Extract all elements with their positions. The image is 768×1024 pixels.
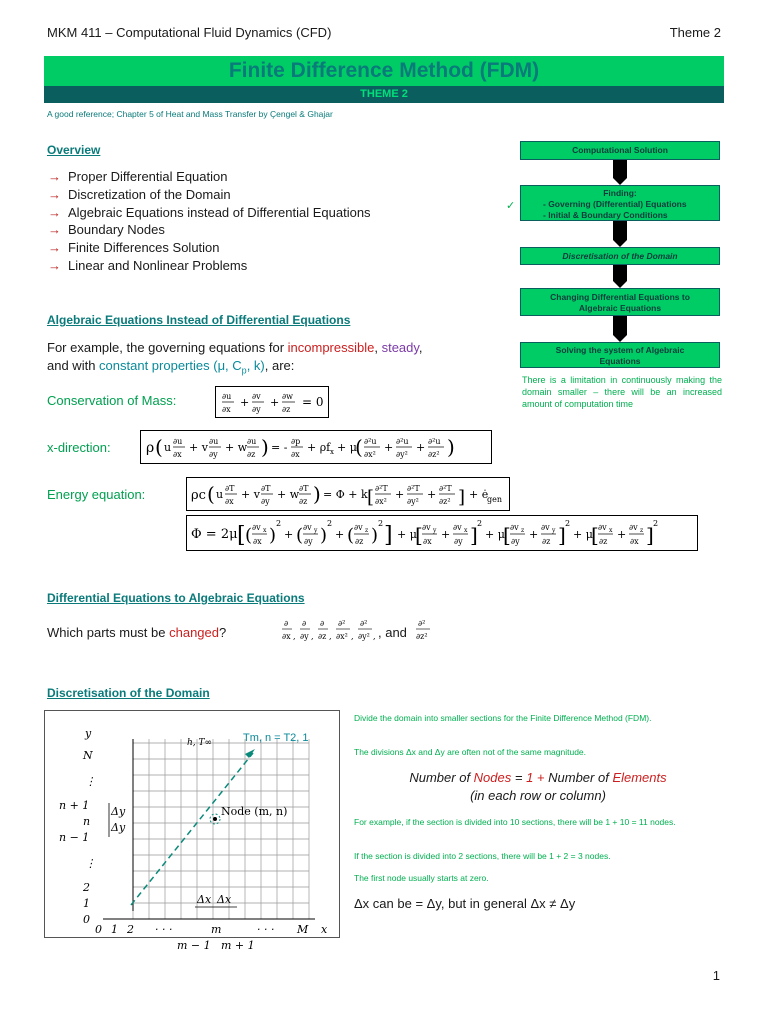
grid-label-0x: 0 <box>95 923 102 936</box>
svg-text:2: 2 <box>653 519 659 528</box>
nodes-formula-elements: Elements <box>612 770 667 785</box>
svg-text:∂z: ∂z <box>282 405 291 414</box>
grid-dots-h2: · · · <box>257 923 275 936</box>
svg-text:+ v: + v <box>241 488 260 501</box>
grid-label-N: N <box>83 749 93 762</box>
svg-text:∂y²: ∂y² <box>396 450 408 459</box>
svg-text:Φ = 2μ: Φ = 2μ <box>191 527 238 542</box>
svg-text:∂y²: ∂y² <box>358 632 370 641</box>
grid-label-dy: Δy <box>111 805 126 818</box>
svg-text:,: , <box>329 632 332 641</box>
svg-text:+: + <box>284 528 294 541</box>
svg-text:∂v: ∂v <box>510 523 519 532</box>
svg-text:ρ: ρ <box>146 440 155 456</box>
svg-text:,: , <box>351 632 354 641</box>
svg-text:∂²: ∂² <box>360 619 368 628</box>
svg-text:∂v: ∂v <box>252 523 261 532</box>
svg-text:+ μ: + μ <box>573 528 593 541</box>
svg-text:∂v: ∂v <box>541 523 550 532</box>
nodes-formula-note: (in each row or column) <box>470 788 606 803</box>
svg-text:∂x: ∂x <box>173 450 182 459</box>
svg-text:∂²u: ∂²u <box>428 437 441 446</box>
svg-text:+: + <box>441 528 451 541</box>
svg-text:∂²T: ∂²T <box>407 484 420 493</box>
alg-props: (μ, C <box>209 358 242 373</box>
svg-text:∂v: ∂v <box>629 523 638 532</box>
svg-text:+: + <box>395 488 405 501</box>
svg-text:): ) <box>447 435 455 459</box>
svg-text:∂v: ∂v <box>453 523 462 532</box>
svg-text:z: z <box>365 527 369 534</box>
check-icon: ✓ <box>506 200 516 212</box>
svg-text:∂y: ∂y <box>511 537 520 546</box>
disc-heading: Discretisation of the Domain <box>47 686 210 700</box>
diff-question <box>47 624 226 642</box>
disc-paragraph-3: For example, if the section is divided into 10 sections, there will be 1 + 10 = 11 nodes. <box>354 817 676 827</box>
nodes-formula-e: Number of <box>544 770 613 785</box>
grid-label-1: 1 <box>83 897 90 910</box>
flow-box-changing <box>520 288 720 316</box>
diff-question-text: Which parts must be <box>47 625 170 640</box>
svg-text:∂: ∂ <box>284 619 289 628</box>
svg-text:∂x: ∂x <box>423 537 432 546</box>
svg-text:,: , <box>373 632 376 641</box>
mass-label: Conservation of Mass: <box>47 393 177 408</box>
svg-text:+ w: + w <box>277 488 300 501</box>
svg-text:∂z: ∂z <box>599 537 608 546</box>
svg-text:2: 2 <box>327 519 333 528</box>
diff-changed: changed <box>169 625 219 640</box>
svg-text:∂x: ∂x <box>291 450 300 459</box>
svg-text:∂x²: ∂x² <box>336 632 348 641</box>
diff-question-mark: ? <box>219 625 227 640</box>
svg-text:= -: = - <box>271 441 288 454</box>
alg-constant-properties: constant properties <box>99 358 210 373</box>
svg-text:∂²T: ∂²T <box>375 484 388 493</box>
flow-arrow <box>613 316 627 342</box>
grid-label-node: Node (m, n) <box>221 805 288 818</box>
flow-box-discretisation: Discretisation of the Domain <box>520 247 720 265</box>
dissipation-equation <box>186 515 698 551</box>
svg-text:∂y: ∂y <box>209 450 218 459</box>
svg-text:∂z²: ∂z² <box>428 450 440 459</box>
svg-text:∂T: ∂T <box>261 484 271 493</box>
grid-label-2x: 2 <box>127 923 134 936</box>
svg-text:∂x²: ∂x² <box>364 450 376 459</box>
grid-y-axis-label: y <box>85 727 92 740</box>
flow-chart <box>520 141 720 371</box>
svg-text:+: + <box>335 528 345 541</box>
svg-text:(: ( <box>347 525 355 546</box>
svg-text:∂z²: ∂z² <box>439 497 451 506</box>
svg-text:∂z: ∂z <box>299 497 308 506</box>
svg-text:∂T: ∂T <box>225 484 235 493</box>
svg-text:): ) <box>371 525 379 546</box>
alg-incompressible: incompressible <box>287 340 375 355</box>
svg-text:∂v: ∂v <box>303 523 312 532</box>
page-title: Finite Difference Method (FDM) <box>44 56 724 86</box>
alg-intro-text: For example, the governing equations for <box>47 340 288 355</box>
svg-text:z: z <box>640 527 644 534</box>
flow-box-finding-line2: - Initial & Boundary Conditions <box>543 210 668 220</box>
svg-text:,: , <box>311 632 314 641</box>
grid-dots-h: · · · <box>155 923 173 936</box>
svg-text:∂x: ∂x <box>630 537 639 546</box>
svg-text:∂²: ∂² <box>338 619 346 628</box>
svg-text:2: 2 <box>276 519 282 528</box>
svg-text:∂u: ∂u <box>209 437 219 446</box>
alg-props-end: , k) <box>246 358 265 373</box>
grid-label-M: M <box>297 923 309 936</box>
disc-paragraph-5: The first node usually starts at zero. <box>354 873 489 883</box>
diff-and: , and <box>378 625 407 640</box>
flow-box-changing-line1: Changing Differential Equations to <box>550 292 690 302</box>
svg-text:): ) <box>313 482 321 506</box>
svg-text:): ) <box>269 525 277 546</box>
svg-text:(: ( <box>245 525 253 546</box>
svg-text:∂²u: ∂²u <box>396 437 409 446</box>
grid-label-dy2: Δy <box>111 821 126 834</box>
list-item: → Linear and Nonlinear Problems <box>48 257 371 275</box>
svg-text:2: 2 <box>565 519 571 528</box>
flow-box-finding-line1: - Governing (Differential) Equations <box>543 199 687 209</box>
limitation-note: There is a limitation in continuously making the domain smaller – there will be an increased amount of computation time <box>522 375 722 409</box>
grid-label-n-plus: n + 1 <box>59 799 90 812</box>
alg-steady: steady <box>381 340 419 355</box>
alg-intro <box>47 339 507 380</box>
svg-text:+: + <box>270 396 280 409</box>
svg-text:]: ] <box>384 523 393 548</box>
svg-text:∂x²: ∂x² <box>375 497 387 506</box>
svg-text:y: y <box>433 527 437 534</box>
energy-label: Energy equation: <box>47 487 146 502</box>
xdir-label: x-direction: <box>47 440 111 455</box>
svg-text:= Φ + k: = Φ + k <box>323 488 368 501</box>
flow-box-solving-line2: Equations <box>599 356 641 366</box>
svg-text:z: z <box>521 527 525 534</box>
flow-box-changing-line2: Algebraic Equations <box>578 303 662 313</box>
svg-text:[: [ <box>591 523 599 547</box>
disc-paragraph-2: The divisions Δx and Δy are often not of the same magnitude. <box>354 747 587 757</box>
alg-props-sub: p <box>241 365 247 376</box>
list-item: → Algebraic Equations instead of Differential Equations <box>48 204 371 222</box>
svg-text:∂w: ∂w <box>282 392 293 401</box>
svg-text:x: x <box>263 527 267 534</box>
svg-text:+ ρf: + ρf <box>307 441 331 454</box>
grid-label-dx2: Δx <box>217 893 232 906</box>
svg-text:]: ] <box>470 523 478 547</box>
grid-dots-v: ⋮ <box>85 775 96 788</box>
reference-note: A good reference; Chapter 5 of Heat and Mass Transfer by Çengel & Ghajar <box>47 109 333 119</box>
grid-label-hT: h, T∞ <box>187 738 213 748</box>
svg-text:∂x: ∂x <box>222 405 231 414</box>
x-momentum-equation <box>140 430 492 464</box>
svg-text:+: + <box>240 396 250 409</box>
alg-heading: Algebraic Equations Instead of Differential Equations <box>47 313 351 327</box>
svg-text:+: + <box>384 441 394 454</box>
svg-text:∂T: ∂T <box>299 484 309 493</box>
flow-box-solving-line1: Solving the system of Algebraic <box>555 345 685 355</box>
theme-header: Theme 2 <box>669 25 721 40</box>
alg-intro-end: , are: <box>264 358 295 373</box>
nodes-formula-a: Number of <box>409 770 474 785</box>
svg-text:(: ( <box>207 482 215 506</box>
svg-text:(: ( <box>155 435 163 459</box>
svg-text:∂u: ∂u <box>173 437 183 446</box>
overview-list <box>48 168 371 275</box>
svg-text:∂: ∂ <box>302 619 307 628</box>
overview-heading: Overview <box>47 143 101 157</box>
svg-text:∂y: ∂y <box>304 537 313 546</box>
svg-text:+: + <box>529 528 539 541</box>
svg-text:∂x: ∂x <box>225 497 234 506</box>
svg-text:∂u: ∂u <box>222 392 232 401</box>
svg-text:+ w: + w <box>225 441 248 454</box>
svg-text:∂y²: ∂y² <box>407 497 419 506</box>
grid-label-0y: 0 <box>83 913 90 926</box>
grid-label-n: n <box>83 815 91 828</box>
svg-text:+ μ: + μ <box>485 528 505 541</box>
grid-label-m-minus: m − 1 <box>177 939 211 952</box>
svg-text:∂u: ∂u <box>247 437 257 446</box>
flow-arrow <box>613 160 627 185</box>
svg-text:2: 2 <box>378 519 384 528</box>
flow-arrow <box>613 265 627 288</box>
svg-text:[: [ <box>503 523 511 547</box>
page-subtitle: THEME 2 <box>44 86 724 103</box>
svg-text:∂z: ∂z <box>318 632 327 641</box>
grid-label-m-plus: m + 1 <box>221 939 255 952</box>
svg-text:∂z: ∂z <box>355 537 364 546</box>
svg-text:+ μ: + μ <box>397 528 417 541</box>
nodes-formula <box>354 770 722 785</box>
svg-text:]: ] <box>458 487 466 508</box>
energy-equation <box>186 477 510 511</box>
alg-intro-text2: and with <box>47 358 100 373</box>
svg-text:+: + <box>427 488 437 501</box>
diff-heading: Differential Equations to Algebraic Equations <box>47 591 305 605</box>
svg-text:u: u <box>216 488 224 501</box>
grid-label-m: m <box>211 923 222 936</box>
flow-box-computational: Computational Solution <box>520 141 720 160</box>
svg-text:(: ( <box>296 525 304 546</box>
svg-text:∂²u: ∂²u <box>364 437 377 446</box>
svg-text:x: x <box>330 448 334 456</box>
svg-text:y: y <box>314 527 318 534</box>
svg-text:gen: gen <box>487 495 503 504</box>
svg-text:∂y: ∂y <box>252 405 261 414</box>
flow-arrow <box>613 221 627 247</box>
list-item: → Boundary Nodes <box>48 221 371 239</box>
nodes-formula-one: 1 + <box>526 770 545 785</box>
svg-text:]: ] <box>558 523 566 547</box>
disc-paragraph-4: If the section is divided into 2 sections, there will be 1 + 2 = 3 nodes. <box>354 851 611 861</box>
svg-text:[: [ <box>237 523 246 548</box>
svg-text:∂v: ∂v <box>598 523 607 532</box>
grid-label-1x: 1 <box>111 923 118 936</box>
svg-text:x: x <box>464 527 468 534</box>
grid-dots-v2: ⋮ <box>85 857 96 870</box>
svg-text:+: + <box>617 528 627 541</box>
svg-text:,: , <box>293 632 296 641</box>
svg-text:]: ] <box>646 523 654 547</box>
svg-text:∂v: ∂v <box>354 523 363 532</box>
svg-text:[: [ <box>367 487 375 508</box>
svg-text:∂z: ∂z <box>247 450 256 459</box>
grid-figure <box>44 710 340 952</box>
svg-text:∂: ∂ <box>320 619 325 628</box>
nodes-formula-nodes: Nodes <box>473 770 512 785</box>
grid-label-dx: Δx <box>197 893 212 906</box>
svg-text:ρc: ρc <box>191 488 206 503</box>
svg-text:∂²: ∂² <box>418 619 426 628</box>
flow-box-finding <box>520 185 720 221</box>
svg-text:+ ė: + ė <box>469 488 489 501</box>
alg-comma2: , <box>418 340 423 355</box>
svg-text:∂v: ∂v <box>252 392 261 401</box>
svg-text:∂y: ∂y <box>300 632 309 641</box>
grid-label-2: 2 <box>83 881 90 894</box>
flow-box-finding-title: Finding: <box>603 188 637 198</box>
svg-text:u: u <box>164 441 172 454</box>
nodes-formula-eq: = <box>511 770 527 785</box>
svg-text:∂y: ∂y <box>261 497 270 506</box>
list-item: → Finite Differences Solution <box>48 239 371 257</box>
list-item: → Discretization of the Domain <box>48 186 371 204</box>
derivative-list <box>278 614 438 646</box>
grid-x-axis-label: x <box>321 923 328 936</box>
svg-text:∂x: ∂x <box>282 632 291 641</box>
svg-text:): ) <box>261 435 269 459</box>
svg-text:): ) <box>320 525 328 546</box>
mass-equation <box>215 386 329 418</box>
svg-text:y: y <box>552 527 556 534</box>
svg-text:∂²T: ∂²T <box>439 484 452 493</box>
svg-text:∂y: ∂y <box>454 537 463 546</box>
grid-label-n-minus: n − 1 <box>59 831 90 844</box>
disc-paragraph-6: Δx can be = Δy, but in general Δx ≠ Δy <box>354 896 576 911</box>
svg-text:∂z: ∂z <box>542 537 551 546</box>
svg-text:+ v: + v <box>189 441 208 454</box>
flow-box-solving <box>520 342 720 368</box>
svg-text:[: [ <box>415 523 423 547</box>
svg-text:∂z²: ∂z² <box>416 632 428 641</box>
svg-text:x: x <box>609 527 613 534</box>
svg-text:+ μ: + μ <box>337 441 357 454</box>
svg-text:∂x: ∂x <box>253 537 262 546</box>
svg-text:∂v: ∂v <box>422 523 431 532</box>
svg-text:∂p: ∂p <box>291 437 301 446</box>
list-item: → Proper Differential Equation <box>48 168 371 186</box>
svg-text:= 0: = 0 <box>302 395 324 409</box>
page-number: 1 <box>712 968 720 983</box>
grid-label-tmn: Tm, n = T2, 1 <box>243 732 309 744</box>
alg-comma: , <box>374 340 382 355</box>
svg-text:2: 2 <box>477 519 483 528</box>
svg-text:(: ( <box>355 435 363 459</box>
svg-text:+: + <box>416 441 426 454</box>
course-header: MKM 411 – Computational Fluid Dynamics (CFD) <box>47 25 332 40</box>
disc-paragraph-1: Divide the domain into smaller sections for the Finite Difference Method (FDM). <box>354 713 652 723</box>
